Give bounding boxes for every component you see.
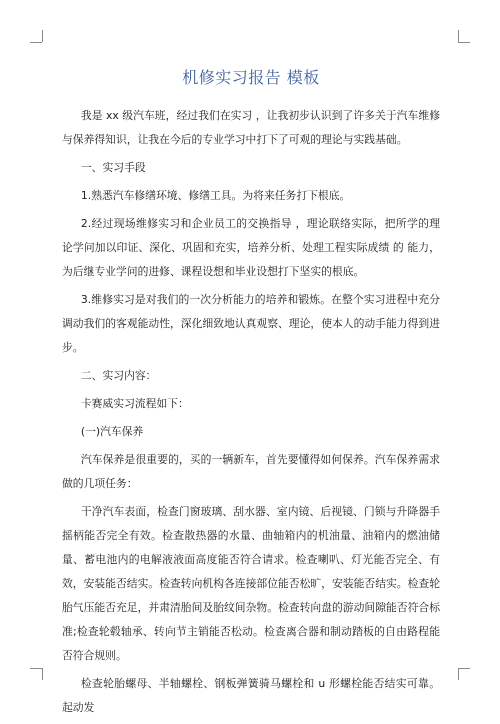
inspection-paragraph-continued: 检查轮胎螺母、半轴螺栓、钢板弹簧骑马螺栓和 u 形螺栓能否结实可靠。起动发 [62, 677, 440, 714]
document-body [62, 60, 440, 724]
inspection-paragraph: 干净汽车表面，检查门窗玻璃、刮水器、室内镜、后视镜、门锁与升降器手摇柄能否完全有效。检查散热器的水量、曲轴箱内的机油量、油箱内的燃油储量、蓄电池内的电解液液面高度能否符合请求。检查喇叭、灯光能否完全、有效，安装能否结实。检查转向机构各连接部位能否松旷，安装能否结实。检查轮胎气压能否充足，并肃清胎间及胎纹间杂物。检查转向盘的游动间隙能否符合标准;检查轮毂轴承、转向节主销能否松动。检查离合器和制动踏板的自由路程能否符合规则。 [62, 505, 440, 662]
intro-paragraph: 我是 xx 级汽车班，经过我们在实习 ，让我初步认识到了许多关于汽车维修与保养得知识，让我在今后的专业学习中打下了可观的理论与实践基础。 [62, 109, 440, 146]
subsection-heading-maintenance: (一)汽车保养 [80, 425, 144, 438]
process-intro: 卡赛威实习流程如下： [80, 397, 189, 410]
list-item-3: 3.维修实习是对我们的一次分析能力的培养和锻炼。在整个实习进程中充分调动我们的客观能动性，深化细致地认真观察、理论，使本人的动手能力得到进步。 [62, 293, 440, 354]
section-heading-content: 二、实习内容： [80, 369, 157, 382]
section-heading-purpose: 一、实习手段 [80, 161, 146, 174]
list-item-1: 1.熟悉汽车修缮环境、修缮工具。为将来任务打下根底。 [80, 189, 351, 202]
list-item-2: 2.经过现场维修实习和企业员工的交换指导 ，理论联络实际，把所学的理论学问加以印证、深化、巩固和充实，培养分析、处理工程实际成绩 的 能力，为后继专业学问的进修、课程设想和毕业设想打下坚实的根底。 [62, 217, 440, 278]
maintenance-paragraph: 汽车保养是很重要的，买的一辆新车，首先要懂得如何保养。汽车保养需求做的几项任务： [62, 453, 440, 490]
document-title: 机修实习报告 模板 [182, 68, 320, 87]
